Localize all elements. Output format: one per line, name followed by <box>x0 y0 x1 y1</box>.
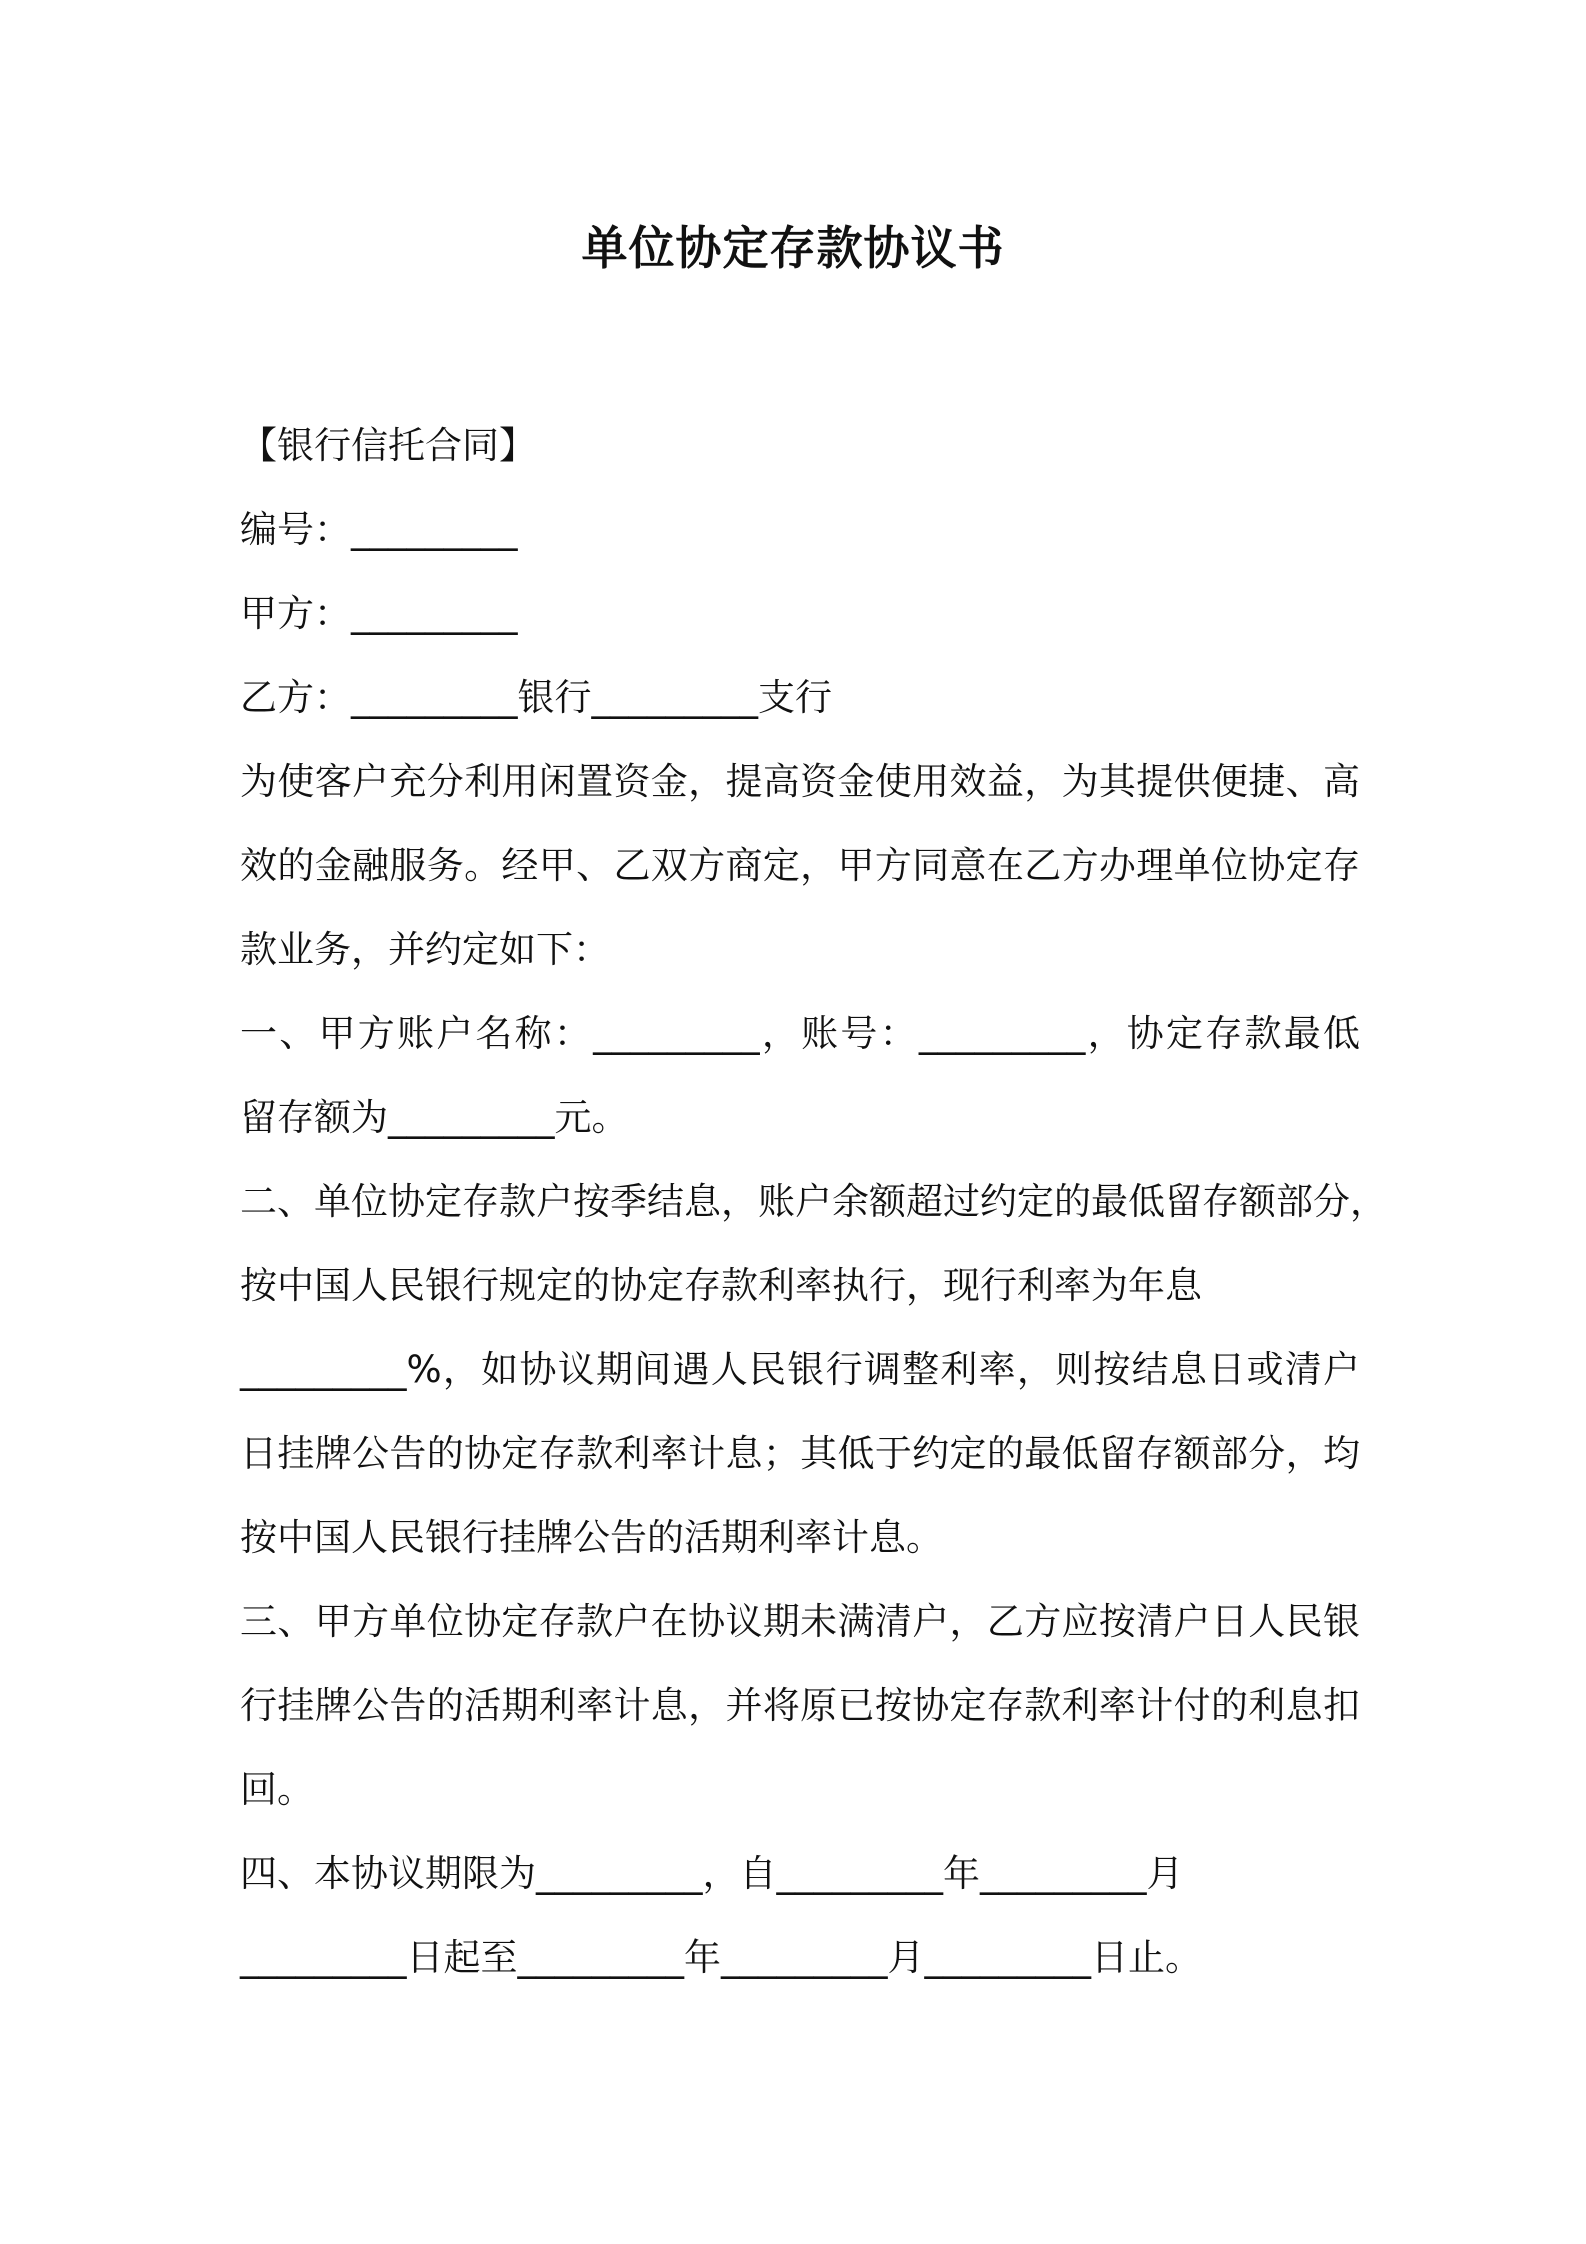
clause-2-line-3: _________%，如协议期间遇人民银行调整利率，则按结息日或清户 <box>240 1348 1360 1391</box>
document-body <box>240 404 1387 2000</box>
contract-type-line: 【银行信托合同】 <box>240 424 536 467</box>
clause-2-line-1: 二、单位协定存款户按季结息，账户余额超过约定的最低留存额部分， <box>240 1180 1387 1223</box>
clause-2-line-2: 按中国人民银行规定的协定存款利率执行，现行利率为年息 <box>240 1264 1202 1307</box>
preamble-line-2: 效的金融服务。经甲、乙双方商定，甲方同意在乙方办理单位协定存 <box>240 844 1360 887</box>
contract-number-line: 编号：_________ <box>240 508 518 551</box>
clause-3-line-1: 三、甲方单位协定存款户在协议期未满清户，乙方应按清户日人民银 <box>240 1600 1360 1643</box>
clause-2-line-4: 日挂牌公告的协定存款利率计息；其低于约定的最低留存额部分，均 <box>240 1432 1360 1475</box>
clause-1-line-2: 留存额为_________元。 <box>240 1096 629 1139</box>
preamble-line-1: 为使客户充分利用闲置资金，提高资金使用效益，为其提供便捷、高 <box>240 760 1360 803</box>
clause-4-line-2: _________日起至_________年_________月_________日止。 <box>240 1936 1202 1979</box>
preamble-line-3: 款业务，并约定如下： <box>240 928 610 971</box>
party-b-line: 乙方：_________银行_________支行 <box>240 676 832 719</box>
clause-1-line-1: 一、甲方账户名称：_________，账号：_________，协定存款最低 <box>240 1012 1360 1055</box>
party-a-line: 甲方：_________ <box>240 592 518 635</box>
clause-4-line-1: 四、本协议期限为_________，自_________年_________月 <box>240 1852 1184 1895</box>
clause-3-line-2: 行挂牌公告的活期利率计息，并将原已按协定存款利率计付的利息扣 <box>240 1684 1360 1727</box>
document-title: 单位协定存款协议书 <box>581 221 1005 275</box>
clause-2-line-5: 按中国人民银行挂牌公告的活期利率计息。 <box>240 1516 943 1559</box>
clause-3-line-3: 回。 <box>240 1768 314 1811</box>
